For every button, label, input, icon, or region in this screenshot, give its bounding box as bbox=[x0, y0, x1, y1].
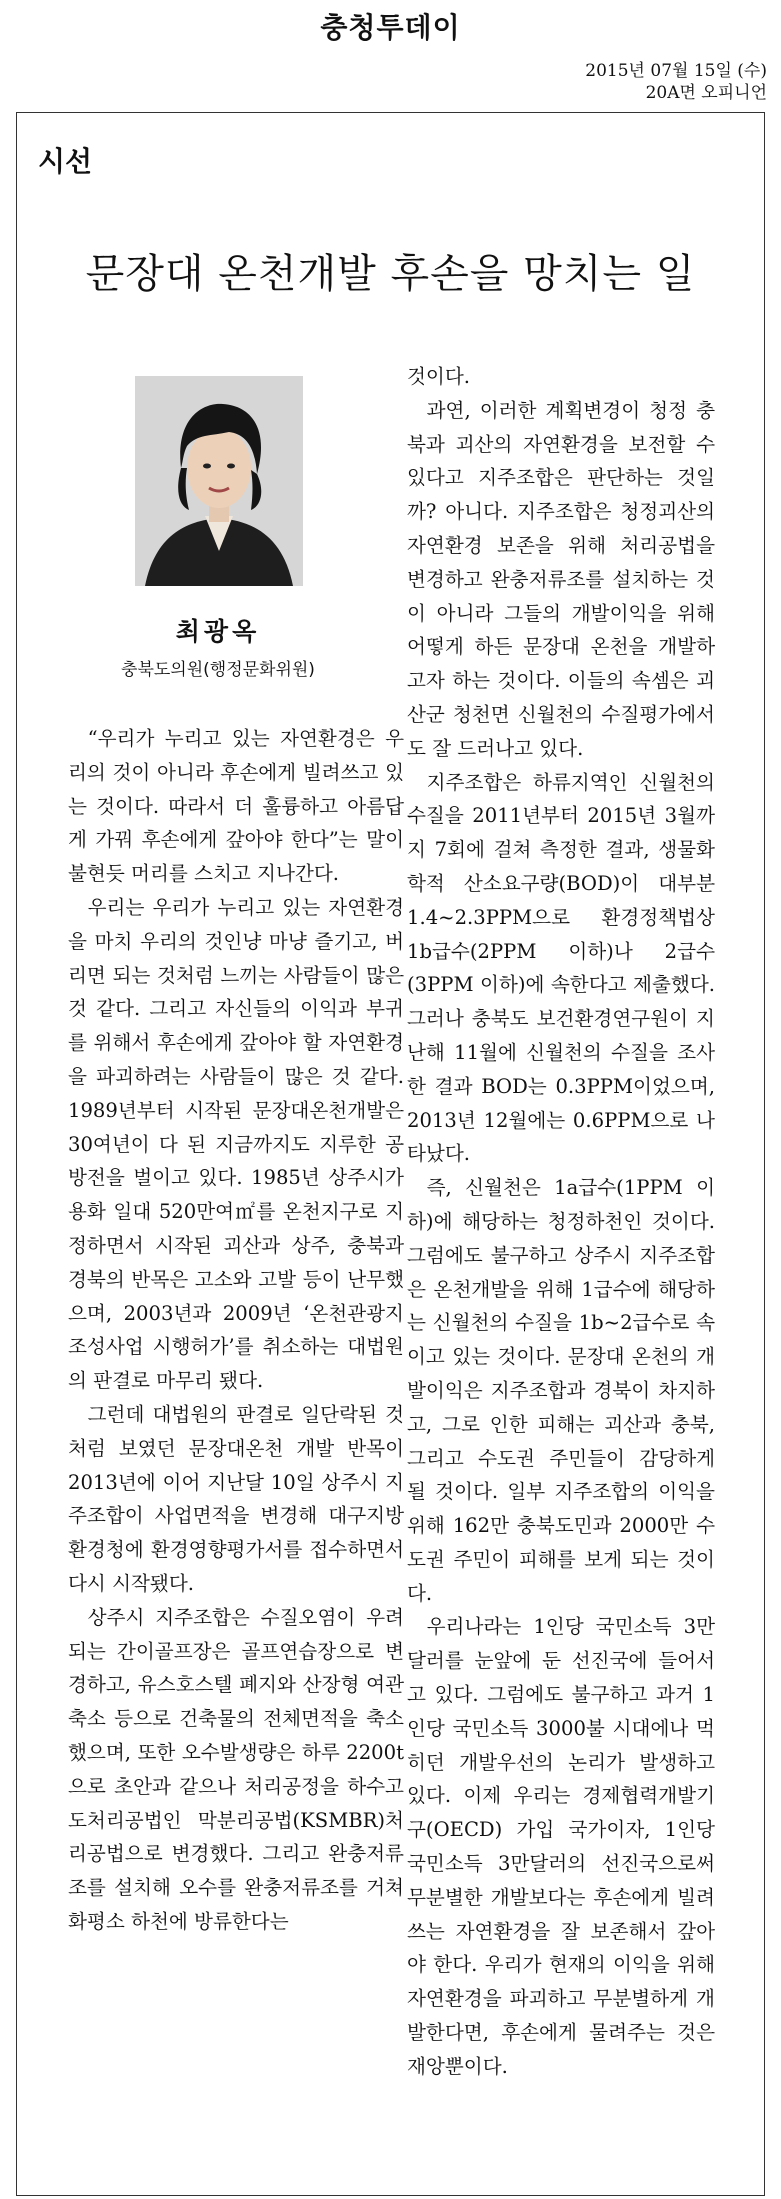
author-affiliation: 충북도의원(행정문화위원) bbox=[121, 660, 315, 680]
body-paragraph-continued: 것이다. bbox=[407, 365, 471, 388]
article-headline: 문장대 온천개발 후손을 망치는 일 bbox=[85, 251, 696, 297]
dateline bbox=[585, 60, 767, 104]
body-paragraph: 지주조합은 하류지역인 신월천의 수질을 2011년부터 2015년 3월까지 7회에 걸쳐 측정한 결과, 생물화학적 산소요구량(BOD)이 대부분 1.4~2.3PPM으로 환경정책법상 1b급수(2PPM 이하)나 2급수(3PPM 이하)에 속한다고 제출했다. 그러나 충북도 보건환경연구원이 지난해 11월에 신월천의 수질을 조사한 결과 BOD는 0.3PPM이었으며, 2013년 12월에는 0.6PPM으로 나타났다. bbox=[407, 770, 715, 1166]
author-portrait bbox=[135, 376, 303, 586]
body-paragraph: 과연, 이러한 계획변경이 청정 충북과 괴산의 자연환경을 보전할 수 있다고 지주조합은 판단하는 것일까? 아니다. 지주조합은 청정괴산의 자연환경 보존을 위해 처리공법을 변경하고 완충저류조를 설치하는 것이 아니라 그들의 개발이익을 위해 어떻게 하든 문장대 온천을 개발하고자 하는 것이다. 이들의 속셈은 괴산군 청천면 신월천의 수질평가에서도 잘 드러나고 있다. bbox=[407, 398, 715, 760]
portrait-illustration bbox=[135, 376, 303, 586]
body-paragraph: 우리는 우리가 누리고 있는 자연환경을 마치 우리의 것인냥 마냥 즐기고, 버리면 되는 것처럼 느끼는 사람들이 많은 것 같다. 그리고 자신들의 이익과 부귀를 위해서 후손에게 갚아야 할 자연환경을 파괴하려는 사람들이 많은 것 같다. 1989년부터 시작된 문장대온천개발은 30여년이 다 된 지금까지도 지루한 공방전을 벌이고 있다. 1985년 상주시가 용화 일대 520만여㎡를 온천지구로 지정하면서 시작된 괴산과 상주, 충북과 경북의 반목은 고소와 고발 등이 난무했으며, 2003년과 2009년 ‘온천관광지 조성사업 시행허가’를 취소하는 대법원의 판결로 마무리 됐다. bbox=[68, 895, 404, 1393]
body-paragraph: “우리가 누리고 있는 자연환경은 우리의 것이 아니라 후손에게 빌려쓰고 있는 것이다. 따라서 더 훌륭하고 아름답게 가꿔 후손에게 갚아야 한다”는 말이 불현듯 머리를 스치고 지나간다. bbox=[68, 727, 404, 886]
body-paragraph: 즉, 신월천은 1a급수(1PPM 이하)에 해당하는 청정하천인 것이다. 그럼에도 불구하고 상주시 지주조합은 온천개발을 위해 1급수에 해당하는 신월천의 수질을 1b~2급수로 속이고 있는 것이다. 문장대 온천의 개발이익은 지주조합과 경북이 차지하고, 그로 인한 피해는 괴산과 충북, 그리고 수도권 주민들이 감당하게 될 것이다. 일부 지주조합의 이익을 위해 162만 충북도민과 2000만 수도권 주민이 피해를 보게 되는 것이다. bbox=[407, 1176, 715, 1605]
newspaper-masthead: 충청투데이 bbox=[320, 11, 461, 44]
column-section-title: 시선 bbox=[38, 145, 93, 178]
body-paragraph: 우리나라는 1인당 국민소득 3만달러를 눈앞에 둔 선진국에 들어서고 있다. 그럼에도 불구하고 과거 1인당 국민소득 3000불 시대에나 먹히던 개발우선의 논리가 발생하고 있다. 이제 우리는 경제협력개발기구(OECD) 가입 국가이자, 1인당 국민소득 3만달러의 선진국으로써 무분별한 개발보다는 후손에게 빌려쓰는 자연환경을 잘 보존해서 갚아야 한다. 우리가 현재의 이익을 위해 자연환경을 파괴하고 무분별하게 개발한다면, 후손에게 물려주는 것은 재앙뿐이다. bbox=[407, 1615, 715, 2078]
author-name: 최광옥 bbox=[175, 617, 261, 646]
body-paragraph: 그런데 대법원의 판결로 일단락된 것처럼 보였던 문장대온천 개발 반목이 2013년에 이어 지난달 10일 상주시 지주조합이 사업면적을 변경해 대구지방환경청에 환경영향평가서를 접수하면서 다시 시작됐다. bbox=[68, 1402, 404, 1595]
body-paragraph: 상주시 지주조합은 수질오염이 우려되는 간이골프장은 골프연습장으로 변경하고, 유스호스텔 폐지와 산장형 여관 축소 등으로 건축물의 전체면적을 축소했으며, 또한 오수발생량은 하루 2200t으로 초안과 같으나 처리공정을 하수고도처리공법인 막분리공법(KSMBR)처리공법으로 변경했다. 그리고 완충저류조를 설치해 오수를 완충저류조를 거쳐 화평소 하천에 방류한다는 bbox=[68, 1605, 404, 1933]
page-section: 20A면 오피니언 bbox=[645, 83, 767, 103]
article-body-right-column bbox=[407, 360, 715, 2084]
article-body-left-column bbox=[68, 722, 404, 1939]
publication-date: 2015년 07월 15일 (수) bbox=[585, 61, 767, 81]
